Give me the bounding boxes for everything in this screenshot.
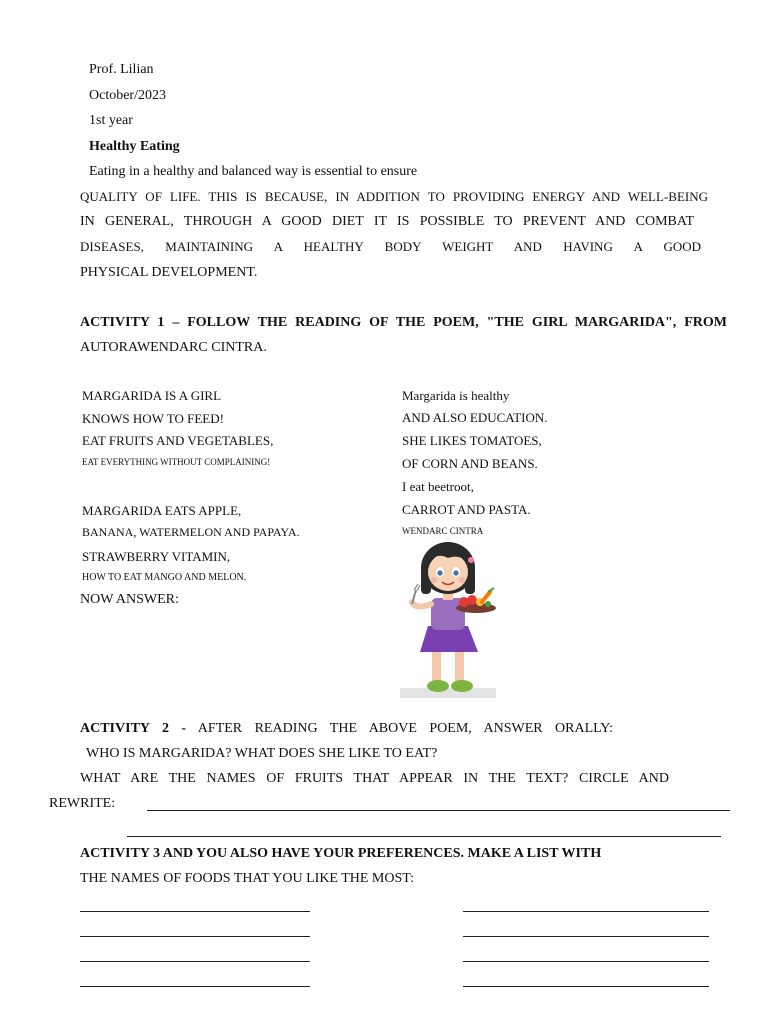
food-list-line-left-1[interactable] — [80, 911, 310, 912]
activity2-heading — [80, 721, 613, 737]
intro-line-2: QUALITY OF LIFE. THIS IS BECAUSE, IN ADDITION TO PROVIDING ENERGY AND WELL-BEING — [80, 189, 708, 204]
food-list-line-right-3[interactable] — [463, 961, 709, 962]
food-list-line-right-1[interactable] — [463, 911, 709, 912]
poem-left-line-1: MARGARIDA IS A GIRL — [82, 388, 222, 403]
food-list-line-left-3[interactable] — [80, 961, 310, 962]
poem-right-line-4: OF CORN AND BEANS. — [402, 456, 538, 471]
poem-left-line-3: EAT FRUITS AND VEGETABLES, — [82, 433, 274, 448]
poem-left-line-5: MARGARIDA EATS APPLE, — [82, 503, 242, 518]
intro-line-1: Eating in a healthy and balanced way is essential to ensure — [89, 164, 418, 179]
answer-line-rewrite-1[interactable] — [147, 810, 730, 811]
poem-right-line-5: I eat beetroot, — [402, 479, 474, 494]
food-list-line-left-4[interactable] — [80, 986, 310, 987]
poem-right-line-2: AND ALSO EDUCATION. — [402, 410, 548, 425]
activity1-heading-cont: AUTORAWENDARC CINTRA. — [80, 340, 267, 355]
food-list-line-right-4[interactable] — [463, 986, 709, 987]
intro-line-4: DISEASES, MAINTAINING A HEALTHY BODY WEIGHT AND HAVING A GOOD — [80, 239, 701, 254]
food-list-line-right-2[interactable] — [463, 936, 709, 937]
teacher-name: Prof. Lilian — [89, 62, 154, 77]
food-list-line-left-2[interactable] — [80, 936, 310, 937]
answer-line-rewrite-2[interactable] — [127, 836, 721, 837]
now-answer-label: NOW ANSWER: — [80, 592, 179, 607]
poem-left-line-6: BANANA, WATERMELON AND PAPAYA. — [82, 525, 300, 539]
rewrite-label: REWRITE: — [49, 796, 116, 811]
poem-left-line-4: EAT EVERYTHING WITHOUT COMPLAINING! — [82, 457, 271, 467]
page-title: Healthy Eating — [89, 139, 180, 154]
activity2-question-2: WHAT ARE THE NAMES OF FRUITS THAT APPEAR IN THE TEXT? CIRCLE AND — [80, 771, 669, 786]
poem-right-line-1: Margarida is healthy — [402, 388, 510, 403]
intro-line-5: PHYSICAL DEVELOPMENT. — [80, 265, 258, 280]
girl-with-fruit-plate-icon — [398, 540, 500, 702]
poem-right-line-6: CARROT AND PASTA. — [402, 502, 531, 517]
activity2-label: ACTIVITY 2 - — [80, 721, 187, 736]
poem-left-line-7: STRAWBERRY VITAMIN, — [82, 549, 231, 564]
poem-left-line-8: HOW TO EAT MANGO AND MELON. — [82, 572, 247, 583]
activity3-heading: ACTIVITY 3 AND YOU ALSO HAVE YOUR PREFERENCES. MAKE A LIST WITH — [80, 846, 602, 861]
intro-line-3: IN GENERAL, THROUGH A GOOD DIET IT IS POSSIBLE TO PREVENT AND COMBAT — [80, 214, 694, 229]
activity1-heading: ACTIVITY 1 – FOLLOW THE READING OF THE POEM, "THE GIRL MARGARIDA", FROM — [80, 315, 727, 330]
activity2-instruction: AFTER READING THE ABOVE POEM, ANSWER ORALLY: — [197, 721, 614, 736]
poem-left-line-2: KNOWS HOW TO FEED! — [82, 411, 224, 426]
poem-right-line-3: SHE LIKES TOMATOES, — [402, 433, 542, 448]
poem-author: WENDARC CINTRA — [402, 526, 484, 536]
activity2-question-1: WHO IS MARGARIDA? WHAT DOES SHE LIKE TO EAT? — [86, 746, 438, 761]
activity3-heading-cont: THE NAMES OF FOODS THAT YOU LIKE THE MOST: — [80, 871, 415, 886]
grade-text: 1st year — [89, 113, 133, 128]
date-text: October/2023 — [89, 88, 166, 103]
